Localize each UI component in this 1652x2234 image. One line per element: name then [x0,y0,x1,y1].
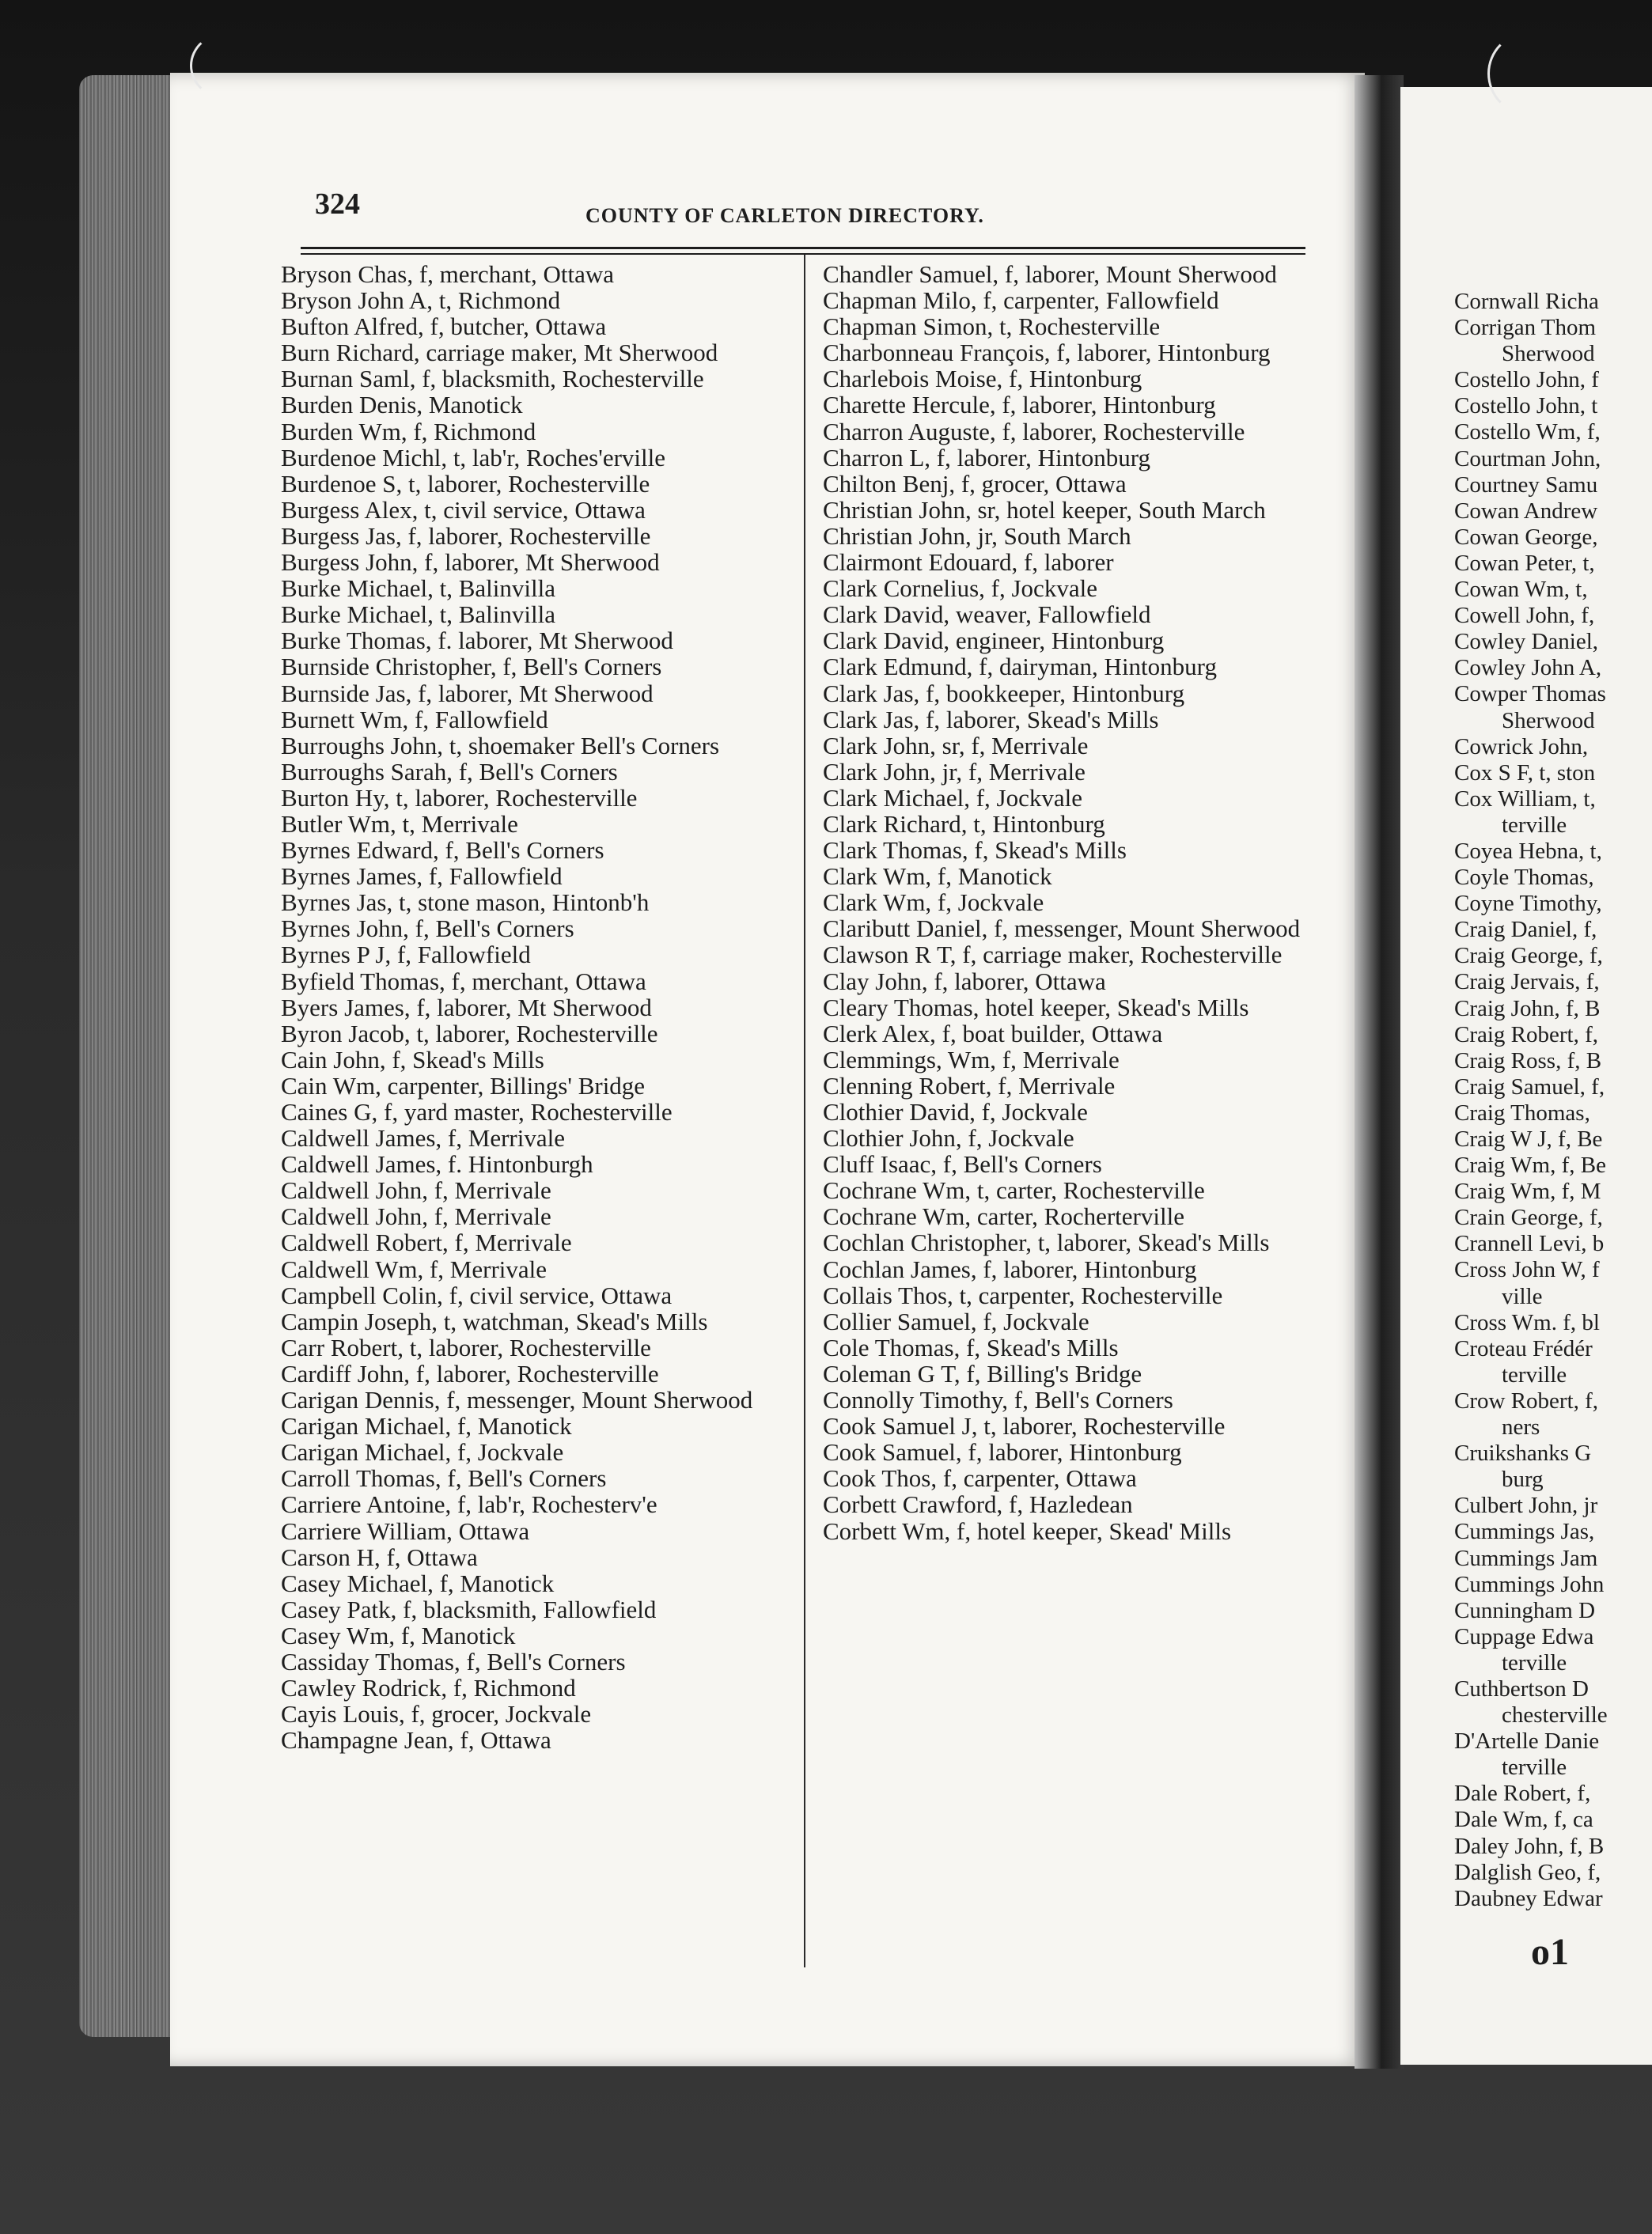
directory-entry: Cowper Thomas [1454,681,1606,707]
directory-entry: Craig Wm, f, M [1454,1179,1601,1205]
directory-entry: D'Artelle Danie [1454,1729,1600,1755]
directory-entry: Clairmont Edouard, f, laborer [823,548,1114,577]
directory-entry: Sherwood [1502,707,1595,733]
directory-column-right [1454,289,1652,1912]
directory-entry: Byers James, f, laborer, Mt Sherwood [281,993,652,1021]
directory-entry: Cruikshanks G [1454,1441,1592,1467]
directory-entry: Burgess John, f, laborer, Mt Sherwood [281,548,660,577]
directory-entry: Burke Michael, t, Balinvilla [281,574,555,603]
directory-entry: Clark John, jr, f, Merrivale [823,757,1086,786]
running-head: COUNTY OF CARLETON DIRECTORY. [585,204,984,227]
directory-entry: Charette Hercule, f, laborer, Hintonburg [823,391,1216,419]
directory-entry: terville [1502,812,1567,838]
directory-entry: Clark Richard, t, Hintonburg [823,809,1105,838]
directory-entry: Connolly Timothy, f, Bell's Corners [823,1386,1173,1414]
directory-entry: Byfield Thomas, f, merchant, Ottawa [281,967,646,995]
directory-entry: Cassiday Thomas, f, Bell's Corners [281,1647,626,1676]
directory-column-middle [823,261,1313,1544]
directory-entry: Cuthbertson D [1454,1676,1589,1702]
directory-entry: Carr Robert, t, laborer, Rochesterville [281,1333,651,1361]
directory-entry: Cook Samuel J, t, laborer, Rochesterville [823,1412,1226,1441]
directory-entry: Carroll Thomas, f, Bell's Corners [281,1464,607,1493]
directory-entry: Byrnes James, f, Fallowfield [281,862,563,891]
directory-entry: Coyea Hebna, t, [1454,838,1602,864]
directory-entry: Carson H, f, Ottawa [281,1543,478,1571]
directory-entry: Cross John W, f [1454,1257,1600,1283]
directory-entry: Burdenoe Michl, t, lab'r, Roches'erville [281,443,665,471]
directory-entry: Cornwall Richa [1454,289,1599,314]
directory-entry: Caines G, f, yard master, Rochesterville [281,1098,673,1126]
directory-entry: Crow Robert, f, [1454,1388,1599,1414]
directory-entry: Burdenoe S, t, laborer, Rochesterville [281,469,650,498]
directory-entry: Culbert John, jr [1454,1493,1598,1519]
directory-entry: Courtney Samu [1454,471,1598,498]
directory-entry: terville [1502,1755,1567,1781]
directory-entry: Carriere Antoine, f, lab'r, Rochesterv'e [281,1490,657,1519]
signature-mark: o1 [1531,1931,1569,1973]
directory-entry: Clemmings, Wm, f, Merrivale [823,1045,1120,1073]
book-gutter [1355,75,1404,2069]
directory-entry: Chilton Benj, f, grocer, Ottawa [823,469,1127,498]
directory-entry: Champagne Jean, f, Ottawa [281,1726,551,1755]
directory-entry: Burgess Alex, t, civil service, Ottawa [281,495,646,524]
directory-entry: Casey Wm, f, Manotick [281,1621,516,1649]
directory-entry: Cardiff John, f, laborer, Rochesterville [281,1359,659,1388]
directory-entry: Cowley John A, [1454,655,1602,681]
directory-entry: Craig Thomas, [1454,1100,1590,1126]
directory-entry: Craig Robert, f, [1454,1021,1599,1047]
directory-entry: ners [1502,1414,1540,1441]
directory-entry: chesterville [1502,1702,1608,1729]
directory-entry: Cochlan James, f, laborer, Hintonburg [823,1255,1197,1283]
directory-entry: Campbell Colin, f, civil service, Ottawa [281,1281,673,1309]
directory-entry: Burnan Saml, f, blacksmith, Rochesterville [281,365,704,393]
directory-entry: Clark Thomas, f, Skead's Mills [823,836,1127,865]
directory-entry: Craig Wm, f, Be [1454,1153,1606,1179]
directory-entry: Byrnes Jas, t, stone mason, Hintonb'h [281,888,650,917]
directory-entry: Craig W J, f, Be [1454,1126,1603,1152]
book-page-edges [79,75,182,2037]
directory-entry: Collier Samuel, f, Jockvale [823,1307,1089,1335]
directory-entry: Dalglish Geo, f, [1454,1859,1601,1885]
directory-entry: Cunningham D [1454,1597,1596,1623]
directory-entry: Clark Cornelius, f, Jockvale [823,574,1097,603]
directory-entry: Courtman John, [1454,445,1601,471]
directory-entry: Charron Auguste, f, laborer, Rochesterville [823,417,1245,445]
directory-entry: Cross Wm. f, bl [1454,1309,1600,1335]
directory-entry: Cain Wm, carpenter, Billings' Bridge [281,1071,646,1100]
directory-entry: Cummings Jam [1454,1545,1598,1571]
directory-entry: Byrnes John, f, Bell's Corners [281,914,574,943]
directory-entry: Costello John, f [1454,367,1599,393]
directory-entry: Clark Wm, f, Jockvale [823,888,1044,917]
directory-entry: Byron Jacob, t, laborer, Rochesterville [281,1019,658,1047]
directory-entry: Burroughs Sarah, f, Bell's Corners [281,757,618,786]
directory-entry: Cowan Peter, t, [1454,550,1595,576]
directory-entry: Caldwell John, f, Merrivale [281,1202,551,1231]
directory-entry: Campin Joseph, t, watchman, Skead's Mills [281,1307,708,1335]
directory-entry: Chandler Samuel, f, laborer, Mount Sherwood [823,260,1277,288]
directory-entry: Clay John, f, laborer, Ottawa [823,967,1106,995]
directory-entry: Bufton Alfred, f, butcher, Ottawa [281,312,607,341]
directory-entry: Cox William, t, [1454,786,1596,812]
margin-doodle [1487,32,1571,115]
directory-entry: Craig Daniel, f, [1454,917,1597,943]
directory-entry: Coleman G T, f, Billing's Bridge [823,1359,1142,1388]
directory-entry: Charlebois Moise, f, Hintonburg [823,365,1142,393]
header-rule [301,253,1305,255]
directory-entry: Clark Wm, f, Manotick [823,862,1052,891]
directory-entry: Croteau Frédér [1454,1335,1593,1361]
margin-doodle [190,32,266,100]
directory-entry: Claributt Daniel, f, messenger, Mount Sherwood [823,914,1301,943]
directory-entry: Charbonneau François, f, laborer, Hintonburg [823,339,1271,367]
directory-entry: Clerk Alex, f, boat builder, Ottawa [823,1019,1163,1047]
directory-entry: Clothier John, f, Jockvale [823,1124,1074,1153]
directory-entry: Chapman Milo, f, carpenter, Fallowfield [823,286,1219,315]
directory-entry: Crain George, f, [1454,1205,1603,1231]
directory-entry: Carigan Michael, f, Manotick [281,1412,572,1441]
directory-entry: Carigan Dennis, f, messenger, Mount Sherwood [281,1386,753,1414]
directory-entry: Cummings John [1454,1571,1605,1597]
directory-entry: Burton Hy, t, laborer, Rochesterville [281,783,638,812]
directory-entry: Clawson R T, f, carriage maker, Rochesterville [823,941,1283,969]
directory-entry: Clark David, weaver, Fallowfield [823,600,1151,629]
directory-entry: Caldwell Robert, f, Merrivale [281,1229,572,1257]
directory-entry: Cain John, f, Skead's Mills [281,1045,544,1073]
directory-entry: Clenning Robert, f, Merrivale [823,1071,1116,1100]
directory-entry: Cook Thos, f, carpenter, Ottawa [823,1464,1137,1493]
directory-entry: Clark Michael, f, Jockvale [823,783,1082,812]
directory-entry: Christian John, jr, South March [823,521,1131,550]
directory-entry: Cuppage Edwa [1454,1623,1594,1649]
directory-entry: Crannell Levi, b [1454,1231,1605,1257]
directory-entry: Craig John, f, B [1454,995,1601,1021]
directory-entry: Carriere William, Ottawa [281,1516,530,1545]
directory-entry: Daubney Edwar [1454,1885,1603,1911]
directory-entry: Coyle Thomas, [1454,865,1594,891]
directory-entry: Costello John, t [1454,393,1598,419]
page-number: 324 [315,187,360,221]
directory-entry: Caldwell James, f, Merrivale [281,1124,565,1153]
directory-entry: Daley John, f, B [1454,1833,1605,1859]
directory-entry: Burn Richard, carriage maker, Mt Sherwood [281,339,718,367]
directory-entry: Clothier David, f, Jockvale [823,1098,1088,1126]
directory-entry: Cowan George, [1454,524,1598,550]
directory-entry: Corbett Crawford, f, Hazledean [823,1490,1133,1519]
directory-entry: Craig George, f, [1454,943,1603,969]
directory-entry: Bryson John A, t, Richmond [281,286,561,315]
directory-entry: Carigan Michael, f, Jockvale [281,1438,564,1467]
directory-entry: Dale Robert, f, [1454,1781,1591,1807]
directory-entry: Burnside Jas, f, laborer, Mt Sherwood [281,679,654,707]
directory-entry: Craig Ross, f, B [1454,1047,1602,1073]
directory-entry: Caldwell John, f, Merrivale [281,1176,551,1205]
directory-entry: Caldwell Wm, f, Merrivale [281,1255,548,1283]
directory-entry: Corbett Wm, f, hotel keeper, Skead' Mills [823,1516,1232,1545]
directory-entry: Clark John, sr, f, Merrivale [823,731,1089,759]
directory-entry: Craig Jervais, f, [1454,969,1600,995]
directory-entry: Byrnes P J, f, Fallowfield [281,941,531,969]
directory-entry: burg [1502,1467,1544,1493]
directory-entry: Christian John, sr, hotel keeper, South March [823,495,1266,524]
directory-entry: Casey Patk, f, blacksmith, Fallowfield [281,1595,657,1623]
directory-entry: Cummings Jas, [1454,1519,1595,1545]
directory-entry: Cowley Daniel, [1454,629,1599,655]
directory-entry: Cochrane Wm, carter, Rocherterville [823,1202,1184,1231]
directory-entry: Cochrane Wm, t, carter, Rochesterville [823,1176,1205,1205]
directory-entry: Byrnes Edward, f, Bell's Corners [281,836,604,865]
directory-entry: Chapman Simon, t, Rochesterville [823,312,1161,341]
directory-entry: ville [1502,1283,1543,1309]
directory-entry: Cook Samuel, f, laborer, Hintonburg [823,1438,1182,1467]
directory-entry: Cole Thomas, f, Skead's Mills [823,1333,1119,1361]
directory-entry: Craig Samuel, f, [1454,1073,1605,1100]
directory-entry: Casey Michael, f, Manotick [281,1569,555,1597]
directory-entry: Burke Michael, t, Balinvilla [281,600,555,629]
header-rule [301,247,1305,249]
directory-entry: Caldwell James, f. Hintonburgh [281,1150,593,1179]
directory-entry: Burnett Wm, f, Fallowfield [281,705,548,733]
directory-entry: Burroughs John, t, shoemaker Bell's Corners [281,731,720,759]
directory-entry: Cowan Andrew [1454,498,1598,524]
directory-entry: Cluff Isaac, f, Bell's Corners [823,1150,1102,1179]
column-divider [804,255,805,1967]
directory-entry: Burden Wm, f, Richmond [281,417,536,445]
directory-column-left [281,261,787,1753]
directory-entry: Burnside Christopher, f, Bell's Corners [281,653,662,681]
directory-entry: Charron L, f, laborer, Hintonburg [823,443,1151,471]
directory-entry: Cowrick John, [1454,733,1589,759]
directory-entry: terville [1502,1361,1567,1388]
directory-entry: Cochlan Christopher, t, laborer, Skead's Mills [823,1229,1270,1257]
directory-entry: Cayis Louis, f, grocer, Jockvale [281,1700,592,1729]
directory-entry: Cowell John, f, [1454,603,1595,629]
directory-entry: Bryson Chas, f, merchant, Ottawa [281,260,614,288]
directory-entry: Cowan Wm, t, [1454,577,1588,603]
directory-entry: Clark Jas, f, laborer, Skead's Mills [823,705,1159,733]
directory-entry: Burke Thomas, f. laborer, Mt Sherwood [281,627,673,655]
directory-entry: Burden Denis, Manotick [281,391,523,419]
directory-entry: Coyne Timothy, [1454,891,1602,917]
directory-entry: Butler Wm, t, Merrivale [281,809,518,838]
directory-entry: Clark David, engineer, Hintonburg [823,627,1165,655]
directory-entry: Cawley Rodrick, f, Richmond [281,1674,576,1702]
directory-entry: Corrigan Thom [1454,315,1597,341]
directory-entry: Clark Jas, f, bookkeeper, Hintonburg [823,679,1185,707]
directory-entry: Dale Wm, f, ca [1454,1807,1593,1833]
directory-entry: terville [1502,1649,1567,1676]
directory-entry: Sherwood [1502,341,1595,367]
directory-entry: Cox S F, t, ston [1454,759,1596,786]
directory-entry: Costello Wm, f, [1454,419,1601,445]
directory-entry: Cleary Thomas, hotel keeper, Skead's Mills [823,993,1249,1021]
directory-entry: Collais Thos, t, carpenter, Rochesterville [823,1281,1223,1309]
directory-entry: Clark Edmund, f, dairyman, Hintonburg [823,653,1217,681]
directory-entry: Burgess Jas, f, laborer, Rochesterville [281,521,651,550]
